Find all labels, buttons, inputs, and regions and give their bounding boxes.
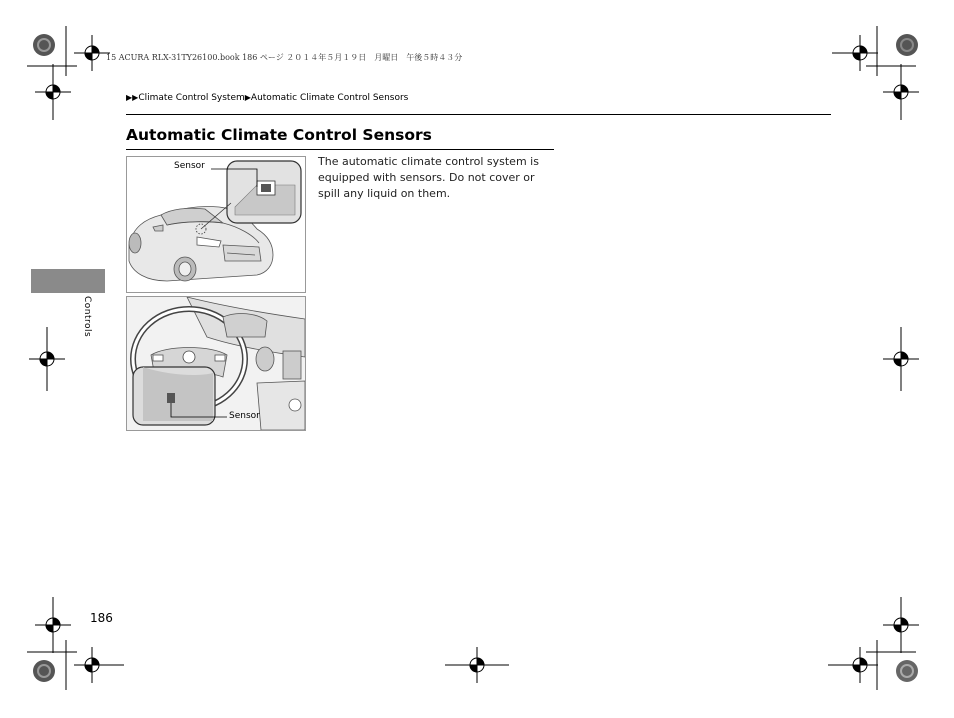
interior-sensor-illustration — [126, 296, 306, 431]
breadcrumb-current: Automatic Climate Control Sensors — [250, 93, 409, 103]
print-header: 15 ACURA RLX-31TY26100.book 186 ページ ２０１４年５月１９日 月曜日 午後５時４３分 — [106, 53, 463, 62]
section-side-label: Controls — [82, 296, 92, 338]
exterior-sensor-illustration — [126, 156, 306, 293]
section-side-tab[interactable] — [31, 269, 105, 293]
breadcrumb-separator-icon: ▶ — [244, 93, 251, 102]
car-exterior-drawing — [127, 157, 305, 292]
header-rule — [126, 114, 831, 115]
page-title: Automatic Climate Control Sensors — [126, 126, 432, 144]
exterior-sensor-label: Sensor — [174, 161, 205, 171]
breadcrumb-section-link[interactable]: Climate Control System — [138, 93, 245, 103]
breadcrumb — [126, 93, 408, 103]
page-number: 186 — [90, 611, 113, 625]
body-paragraph: The automatic climate control system is equipped with sensors. Do not cover or spill any liquid on them. — [318, 155, 539, 200]
title-rule — [126, 149, 554, 150]
breadcrumb-arrows-icon: ▶▶ — [126, 93, 139, 102]
interior-sensor-label: Sensor — [229, 411, 260, 421]
dashboard-drawing — [127, 297, 305, 430]
